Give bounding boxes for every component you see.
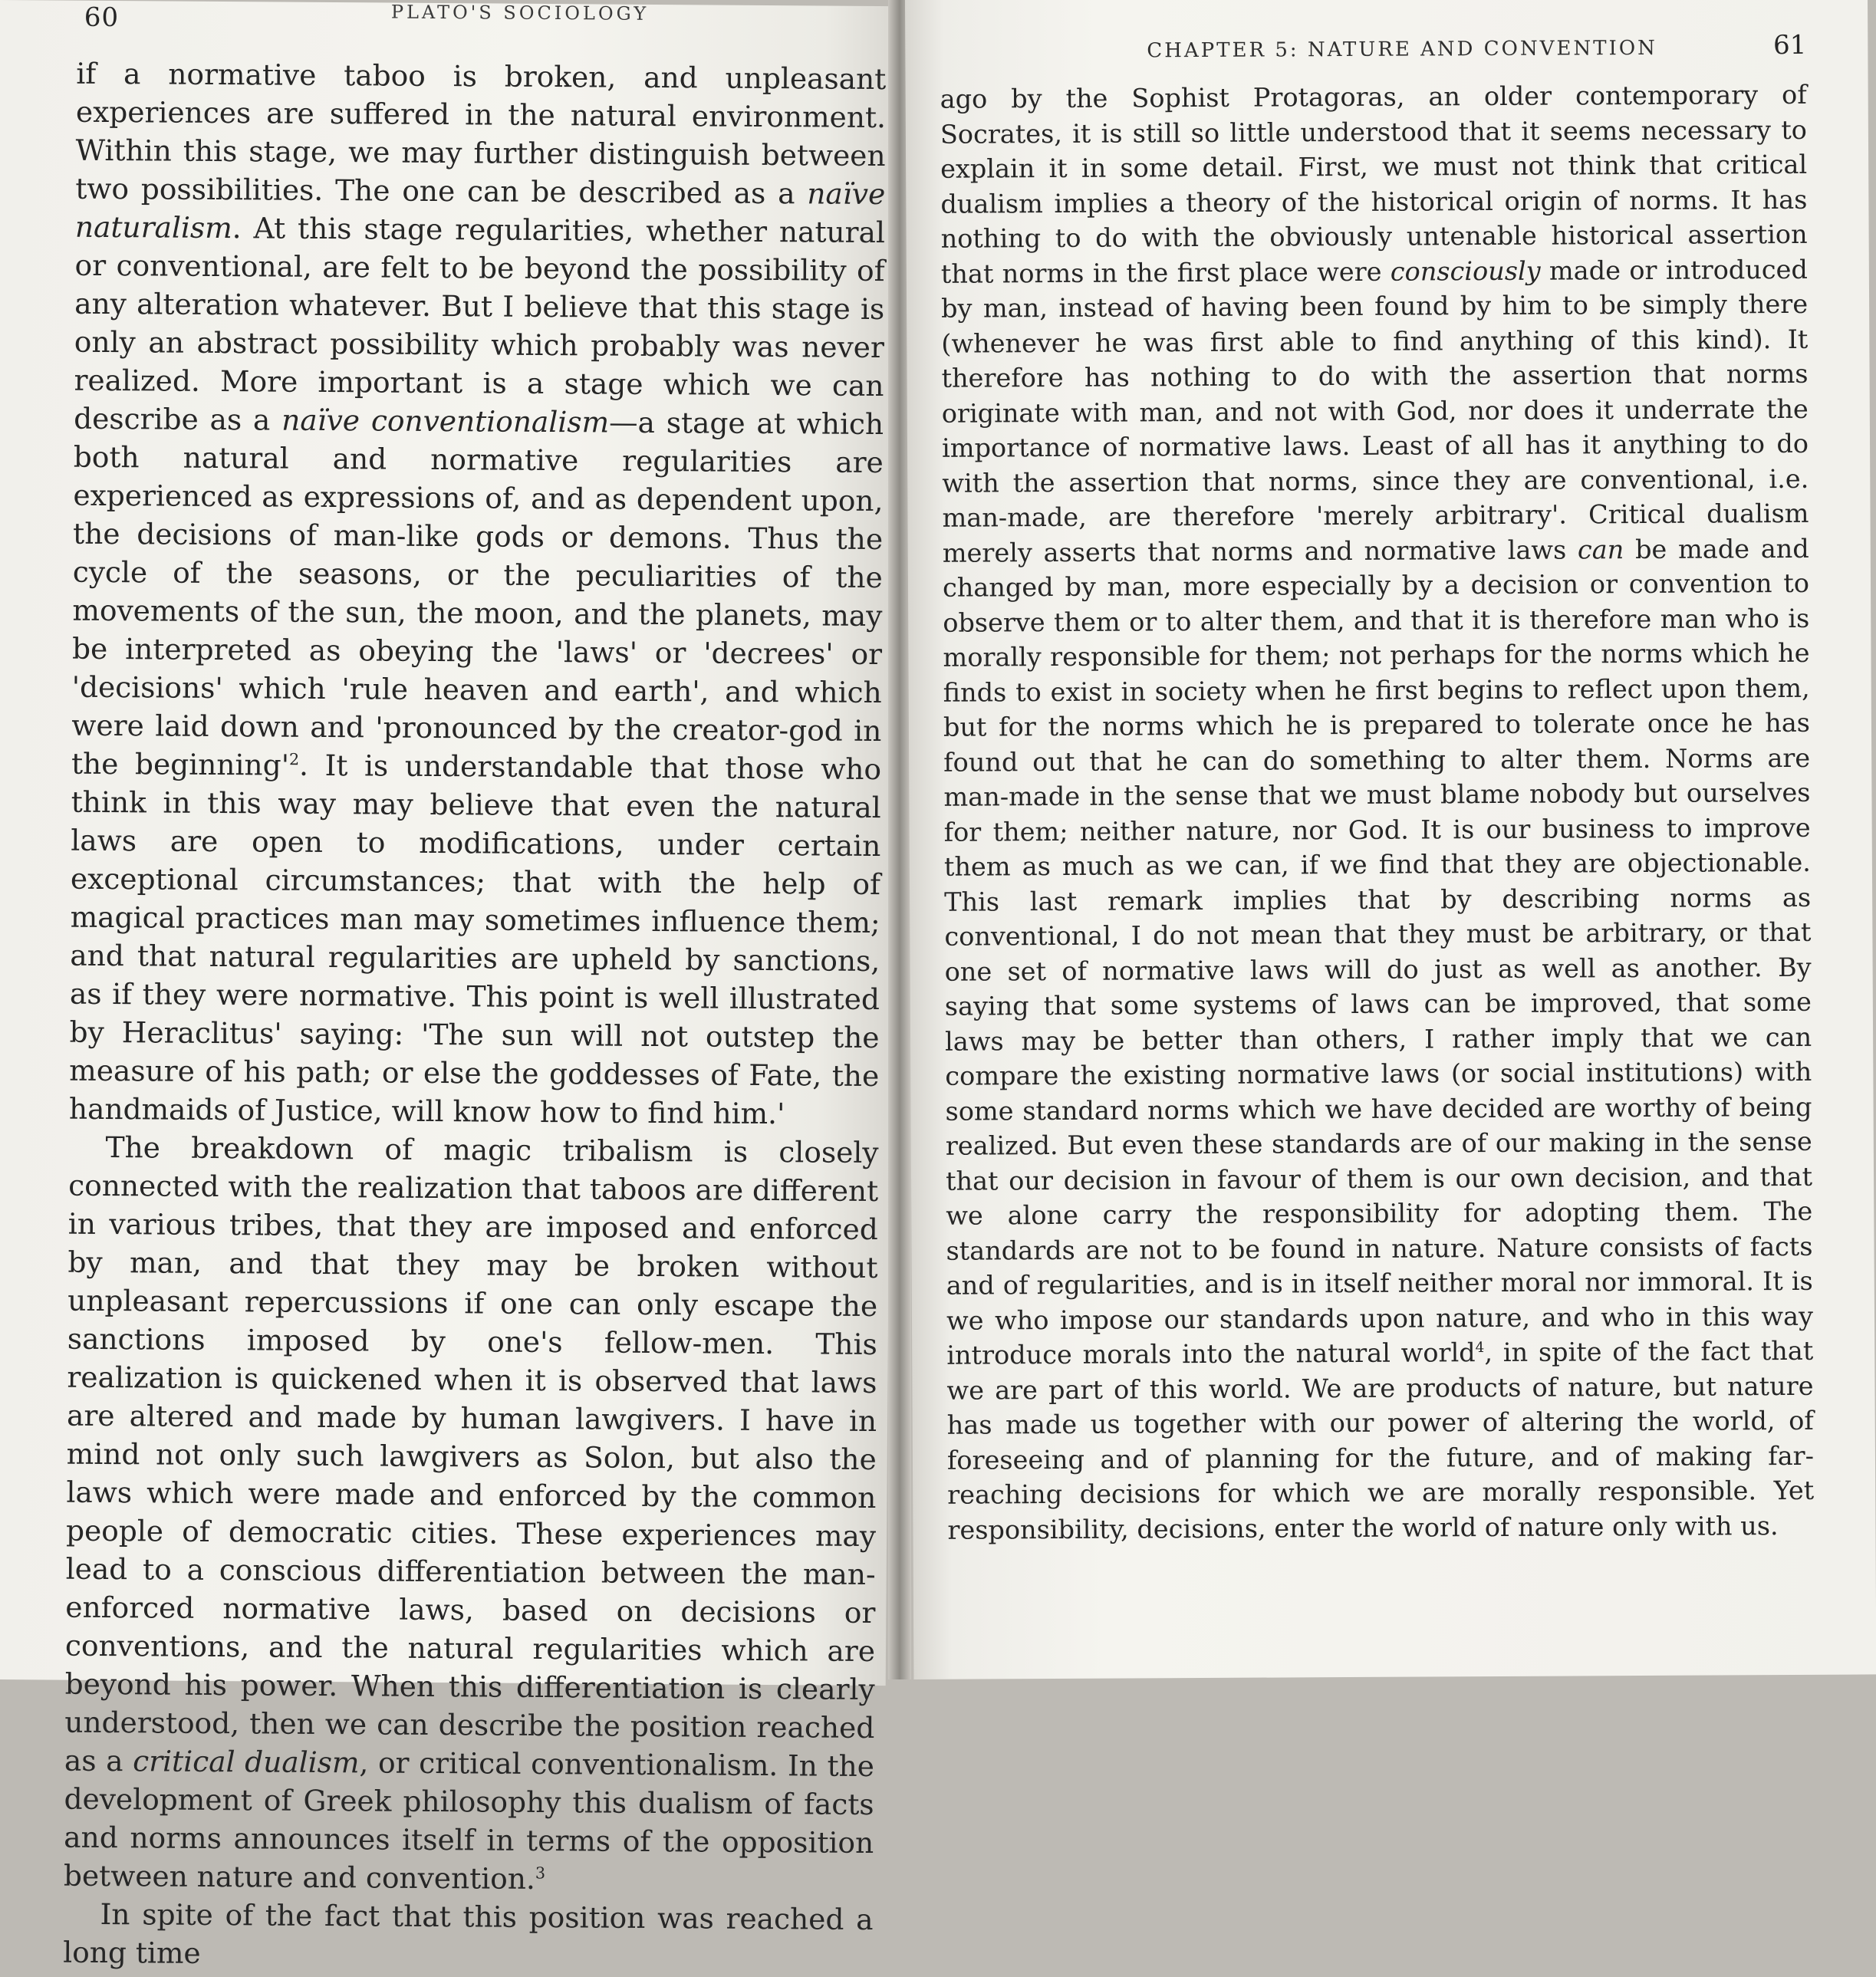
footnote-marker: 2 bbox=[288, 750, 300, 769]
left-page bbox=[0, 0, 897, 1970]
paragraph-text: ago by the Sophist Protagoras, an older contemporary of Socrates, it is still so little understood that it seems necessary to explain it in some detail. First, we must not think that critical dualism implies a theory of the historical origin of norms. It has nothing to do with the obviously untenable historical assertion that norms in the first place were bbox=[940, 79, 1808, 289]
paragraph-text: In spite of the fact that this position was reached a long time bbox=[63, 1896, 874, 1970]
running-head: PLATO'S SOCIOLOGY bbox=[390, 1, 650, 25]
right-page-body bbox=[940, 77, 1815, 1548]
paragraph-text: , or critical conventionalism. In the development of Greek philosophy this dualism of facts and norms announces itself in terms of the opposition between nature and convention. bbox=[63, 1745, 875, 1896]
emphasis-text: naïve naturalism bbox=[74, 176, 886, 245]
paragraph-text: —a stage at which both natural and normative regularities are experienced as expressions of, and as dependent upon, the decisions of man-like gods or demons. Thus the cycle of the seasons, or the peculiarities of the movements of the sun, the moon, and the planets, may be interpreted as obeying the 'laws' or 'decrees' or 'decisions' which 'rule heaven and earth', and which were laid down and 'pronounced by the creator-god in the beginning' bbox=[71, 405, 884, 782]
paragraph-text: be made and changed by man, more especially by a decision or convention to observe them or to alter them, and that it is therefore man who is morally responsible for them; not perhaps for the norms which he finds to exist in society when he first begins to reflect upon them, but for the norms which he is prepared to tolerate once he has found out that he can do something to alter them. Norms are man-made in the sense that we must blame nobody but ourselves for them; neither nature, nor God. It is our business to improve them as much as we can, if we find that they are objectionable. This last remark implies that by describing norms as conventional, I do not mean that they must be arbitrary, or that one set of normative laws will do just as well as another. By saying that some systems of laws can be improved, that some laws may be better than others, I rather imply that we can compare the existing normative laws (or social institutions) with some standard norms which we have decided are worthy of being realized. But even these standards are of our making in the sense that our decision in favour of them is our own decision, and that we alone carry the responsibility for adopting them. The standards are not to be found in nature. Nature consists of facts and of regularities, and is in itself neither moral nor immoral. It is we who impose our standards upon nature, and who in this way introduce morals into the natural world bbox=[942, 533, 1814, 1370]
footnote-marker: 4 bbox=[1475, 1339, 1485, 1356]
page-number: 60 bbox=[84, 2, 120, 34]
paragraph-text: . It is understandable that those who think in this way may believe that even the natural laws are open to modifications, under certain exceptional circumstances; that with the help of magical practices man may sometimes influence them; and that natural regularities are upheld by sanctions, as if they were normative. This point is well illustrated by Heraclitus' saying: 'The sun will not outstep the measure of his path; or else the goddesses of Fate, the handmaids of Justice, will know how to find him.' bbox=[68, 748, 882, 1131]
page-number: 61 bbox=[1772, 29, 1807, 61]
paragraph bbox=[940, 77, 1815, 1548]
footnote-marker: 3 bbox=[535, 1864, 546, 1883]
paragraph-text: made or introduced by man, instead of having been found by him to be simply there (whenever he was first able to find anything of this kind). It therefore has nothing to do with the assertion that norms originate with man, and not with God, nor does it underrate the importance of normative laws. Least of all has it anything to do with the assertion that norms, since they are conventional, i.e. man-made, are therefore 'merely arbitrary'. Critical dualism merely asserts that norms and normative laws bbox=[941, 254, 1809, 568]
left-page-body bbox=[63, 54, 886, 1977]
paragraph-text: The breakdown of magic tribalism is closely connected with the realization that taboos are different in various tribes, that they are imposed and enforced by man, and that they may be broken without unpleasant repercussions if one can only escape the sanctions imposed by one's fellow-men. This realization is quickened when it is observed that laws are altered and made by human lawgivers. I have in mind not only such lawgivers as Solon, but also the laws which were made and enforced by the common people of democratic cities. These experiences may lead to a conscious differentiation between the man-enforced normative laws, based on decisions or conventions, and the natural regularities which are beyond his power. When this differentiation is clearly understood, then we can describe the position reached as a bbox=[64, 1130, 879, 1778]
right-page bbox=[905, 0, 1876, 1679]
paragraph bbox=[64, 1128, 879, 1900]
emphasis-text: can bbox=[1577, 534, 1624, 564]
paragraph-text: . At this stage regularities, whether natural or conventional, are felt to be beyond the possibility of any alteration whatever. But I believe that this stage is only an abstract possibility which probably was never realized. More important is a stage which we can describe as a bbox=[74, 211, 886, 437]
paragraph bbox=[63, 1895, 874, 1977]
paragraph bbox=[69, 54, 887, 1133]
emphasis-text: critical dualism bbox=[133, 1744, 360, 1780]
paragraph-text: , in spite of the fact that we are part of this world. We are products of nature, but nature has made us together with our power of altering the world, of foreseeing and of planning for the future, and of making far-reaching decisions for which we are morally responsible. Yet responsibility, decisions, enter the world of nature only with us. bbox=[946, 1335, 1815, 1545]
right-page-header bbox=[940, 30, 1806, 65]
running-head: CHAPTER 5: NATURE AND CONVENTION bbox=[1147, 36, 1657, 63]
paragraph-text: if a normative taboo is broken, and unpleasant experiences are suffered in the natural environment. Within this stage, we may further distinguish between two possibilities. The one can be described as a bbox=[75, 56, 887, 211]
emphasis-text: consciously bbox=[1390, 255, 1541, 287]
emphasis-text: naïve conventionalism bbox=[281, 403, 610, 439]
